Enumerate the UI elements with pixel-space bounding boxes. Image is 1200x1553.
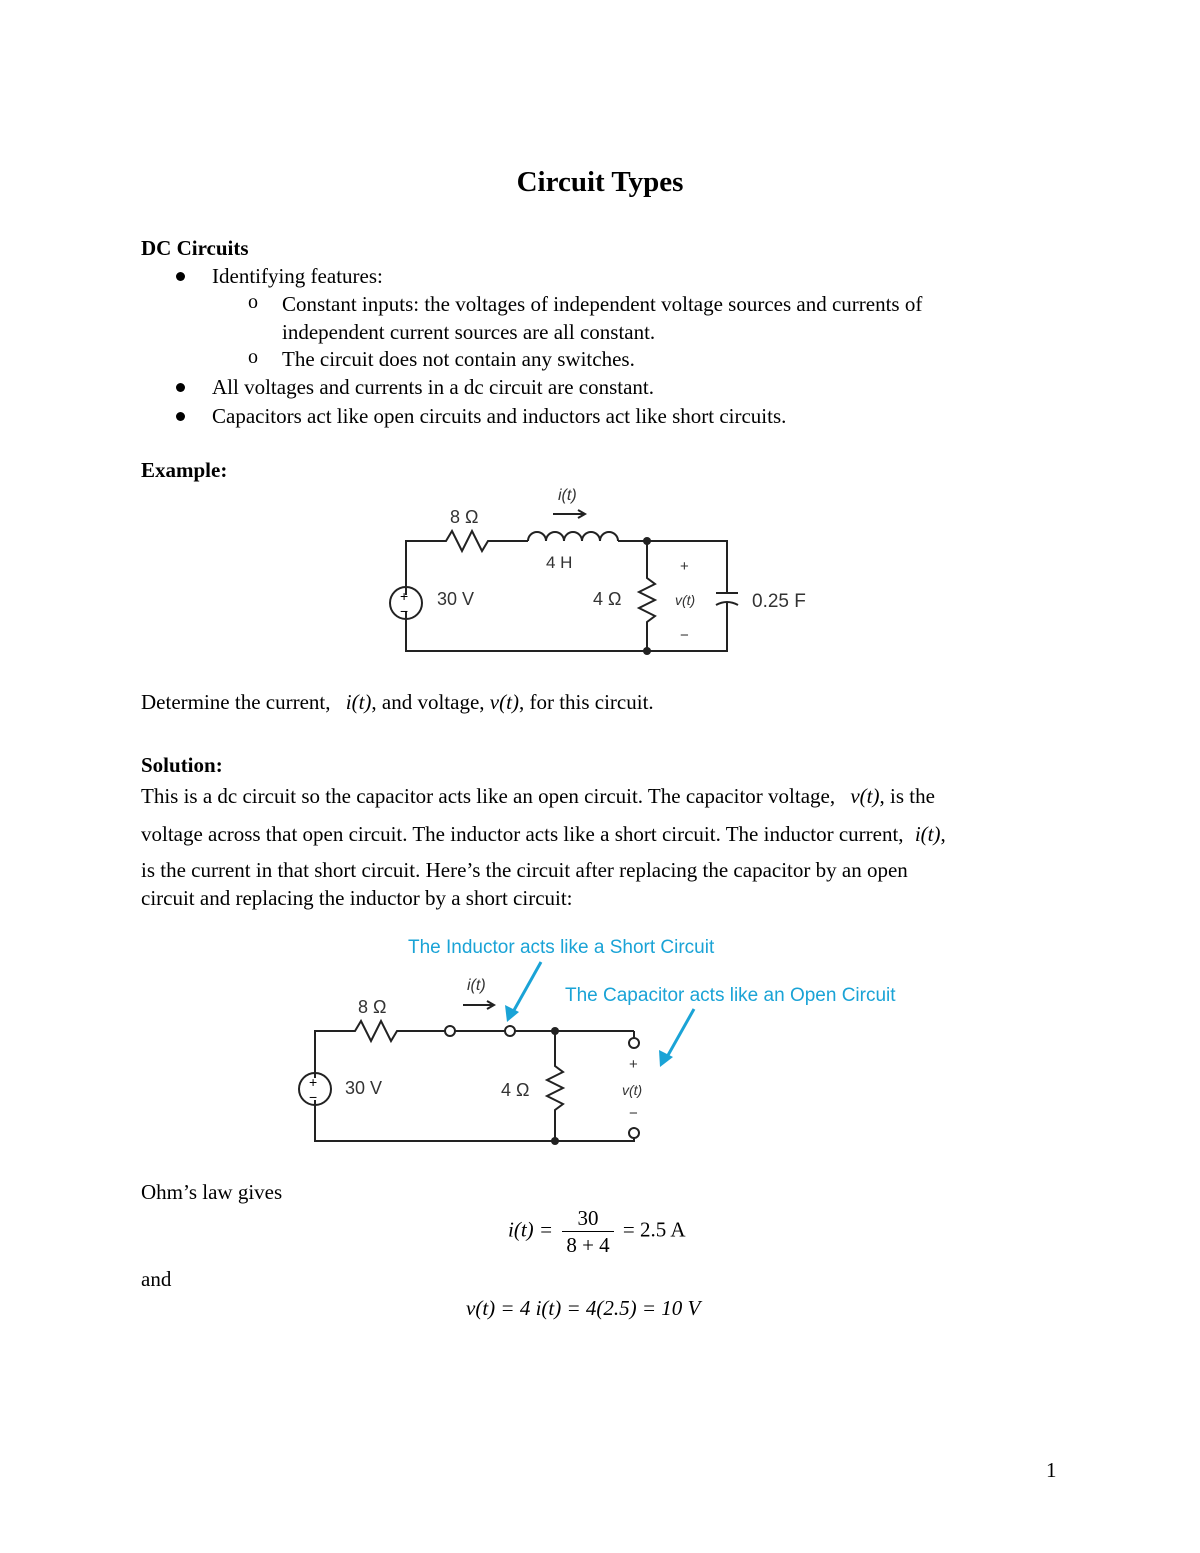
bullet-item: All voltages and currents in a dc circuit are constant.	[212, 375, 655, 399]
sub-bullet-item: Constant inputs: the voltages of independent voltage sources and currents of	[282, 292, 923, 316]
current-label: i(t)	[558, 487, 577, 504]
solution-line: circuit and replacing the inductor by a short circuit:	[141, 886, 573, 910]
equation-voltage: v(t) = 4 i(t) = 4(2.5) = 10 V	[466, 1296, 701, 1320]
fraction: $\frac{30}{8 + 4}$	[562, 1205, 613, 1258]
annotation-capacitor-open: The Capacitor acts like an Open Circuit	[565, 985, 896, 1006]
solution-heading: Solution:	[141, 753, 223, 777]
inductor-label: 4 H	[546, 553, 573, 572]
voltage-plus: +	[629, 1056, 638, 1073]
source-minus-sign: −	[400, 603, 409, 619]
resistor-label-8ohm: 8 Ω	[450, 507, 479, 527]
sub-bullet-marker: o	[248, 346, 258, 368]
source-label: 30 V	[345, 1078, 383, 1098]
voltage-plus: +	[680, 558, 689, 575]
voltage-minus: −	[629, 1105, 638, 1122]
source-plus-sign: +	[309, 1074, 318, 1090]
sub-bullet-marker: o	[248, 291, 258, 313]
bullet-item: Capacitors act like open circuits and inductors act like short circuits.	[212, 404, 787, 428]
section-heading: DC Circuits	[141, 236, 249, 260]
source-label: 30 V	[437, 589, 475, 609]
voltage-label: v(t)	[675, 592, 696, 608]
source-minus-sign: −	[309, 1089, 318, 1105]
equation-current: i(t) = $\frac{30}{8 + 4}$ = 2.5 A	[508, 1206, 686, 1257]
voltage-label: v(t)	[622, 1082, 643, 1098]
capacitor-label: 0.25 F	[752, 591, 806, 612]
annotation-inductor-short: The Inductor acts like a Short Circuit	[408, 937, 715, 958]
resistor-label-4ohm: 4 Ω	[593, 589, 622, 609]
solution-line: This is a dc circuit so the capacitor acts like an open circuit. The capacitor voltage, v(t), is the	[141, 784, 935, 808]
and-text: and	[141, 1267, 172, 1291]
sub-bullet-item: The circuit does not contain any switches.	[282, 347, 635, 371]
resistor-label-4ohm: 4 Ω	[501, 1080, 530, 1100]
example-heading: Example:	[141, 458, 228, 482]
annotation-arrow	[505, 962, 694, 1067]
source-plus-sign: +	[400, 588, 409, 604]
sub-bullet-item-continued: independent current sources are all constant.	[282, 320, 656, 344]
page-number: 1	[1046, 1458, 1057, 1482]
current-label: i(t)	[467, 977, 486, 994]
resistor-label-8ohm: 8 Ω	[358, 997, 387, 1017]
solution-line: is the current in that short circuit. Here’s the circuit after replacing the capacitor by an open	[141, 858, 908, 882]
ohms-law-intro: Ohm’s law gives	[141, 1180, 283, 1204]
bullet-item: Identifying features:	[212, 264, 383, 288]
node-dot	[551, 1137, 559, 1145]
solution-line: voltage across that open circuit. The inductor acts like a short circuit. The inductor current, i(t),	[141, 822, 946, 846]
voltage-minus: −	[680, 627, 689, 644]
page-title: Circuit Types	[516, 166, 684, 198]
question-text: Determine the current, i(t), and voltage, v(t), for this circuit.	[141, 690, 654, 714]
node-dot	[551, 1027, 559, 1035]
